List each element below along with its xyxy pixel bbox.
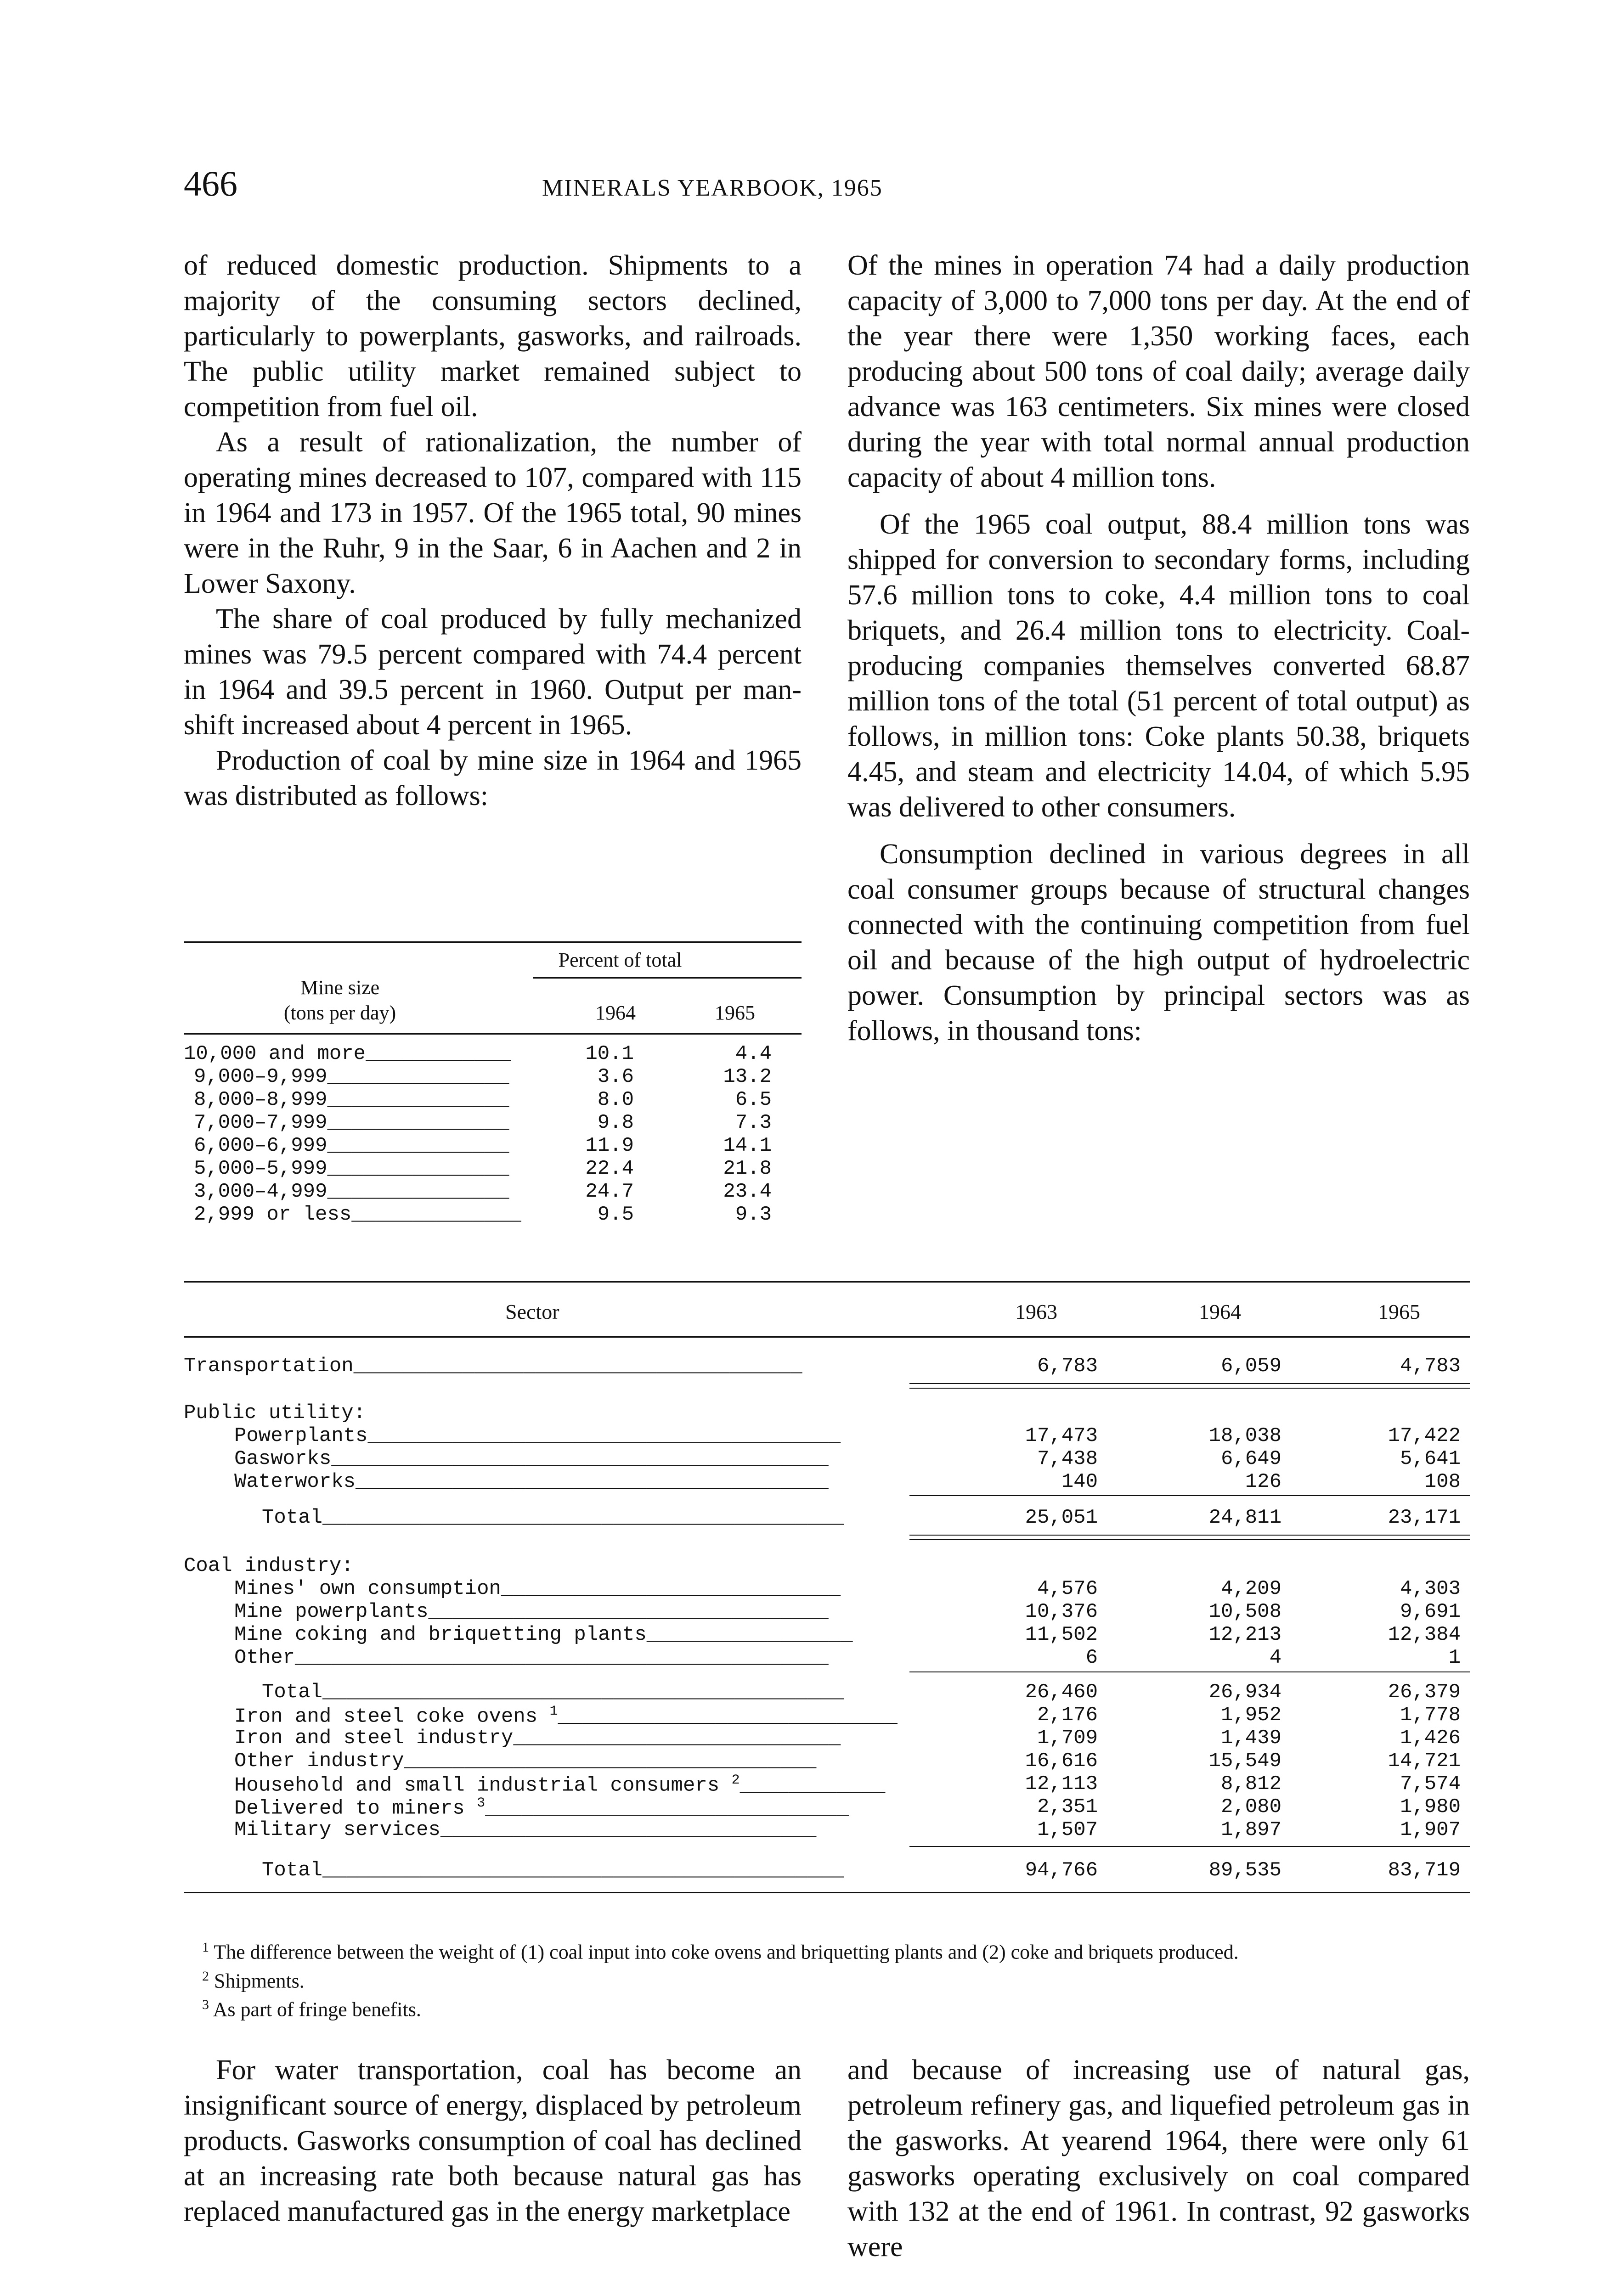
bottom-right-column: [847, 2053, 1470, 2265]
grand-total-row: [184, 1859, 1470, 1882]
cell-1965: 7.3: [735, 1111, 772, 1134]
table-row: [184, 1773, 1470, 1795]
cell-1964: 24,811: [1208, 1506, 1282, 1529]
footnote-text: As part of fringe benefits.: [213, 1998, 421, 2021]
cell-1964: 11.9: [585, 1134, 634, 1157]
cell-1963: 26,460: [1025, 1681, 1098, 1704]
cell-1965: 83,719: [1388, 1859, 1461, 1882]
row-label: 2,999 or less______________: [194, 1203, 521, 1226]
public-utility-heading: Public utility:: [184, 1401, 366, 1424]
right-column: [847, 248, 1470, 1049]
cell-1963: 25,051: [1025, 1506, 1098, 1529]
table-row: [184, 1818, 1470, 1841]
cell-1964: 9.5: [597, 1203, 634, 1226]
cell-1964: 6,649: [1220, 1447, 1282, 1470]
footnote: [184, 1993, 1470, 2022]
row-label: 8,000–8,999_______________: [194, 1088, 509, 1111]
cell-1964: 10,508: [1208, 1600, 1282, 1623]
row-label: Mine coking and briquetting plants_________________: [234, 1623, 853, 1646]
cell-1965: 1,778: [1400, 1704, 1461, 1727]
paragraph: As a result of rationalization, the number of operating mines decreased to 107, compared with 115 in 1964 and 173 in 1957. Of the 1965 total, 90 mines were in the Ruhr, 9 in the Saar, 6 in Aachen and 2 in Lower Saxony.: [184, 427, 802, 599]
row-label: Total___________________________________________: [262, 1506, 844, 1529]
row-text: Household and small industrial consumers: [234, 1774, 720, 1797]
table-row: [184, 1470, 1470, 1493]
cell-1963: 4,576: [1037, 1577, 1098, 1600]
leader: ____________: [740, 1774, 886, 1797]
cell-1965: 17,422: [1388, 1424, 1461, 1447]
row-label: Powerplants_______________________________________: [234, 1424, 841, 1447]
cell-1963: 17,473: [1025, 1424, 1098, 1447]
cell-1964: 6,059: [1220, 1355, 1282, 1378]
cell-1964: 10.1: [585, 1042, 634, 1065]
cell-1964: 24.7: [585, 1180, 634, 1203]
cell-1964: 3.6: [597, 1065, 634, 1088]
table-row: [184, 1134, 802, 1157]
cell-1964: 4,209: [1220, 1577, 1282, 1600]
cell-1965: 1,426: [1400, 1727, 1461, 1750]
cell-1963: 6: [1085, 1646, 1098, 1669]
table-row: [184, 1111, 802, 1134]
paragraph: For water transportation, coal has become an insignificant source of energy, displaced by petroleum products. Gasworks consumption of coal has declined at an increasing rate both because natural gas has replaced manufactured gas in the energy marketplace: [184, 2054, 802, 2227]
row-label: 9,000–9,999_______________: [194, 1065, 509, 1088]
cell-1963: 2,176: [1037, 1704, 1098, 1727]
cell-1965: 5,641: [1400, 1447, 1461, 1470]
row-label: Total___________________________________________: [262, 1681, 844, 1704]
cell-1964: 1,439: [1220, 1727, 1282, 1750]
total-row: [184, 1506, 1470, 1529]
row-label: 3,000–4,999_______________: [194, 1180, 509, 1203]
paragraph: Of the 1965 coal output, 88.4 million tons was shipped for conversion to secondary forms, including 57.6 million tons to coke, 4.4 million tons to coal briquets, and 26.4 million tons to electricity. Coal-producing companies themselves converted 68.87 million tons of the total (51 percent of total output) as follows, in million tons: Coke plants 50.38, briquets 4.45, and steam and electricity 14.04, of which 5.95 was delivered to other consumers.: [847, 509, 1470, 823]
footnote-text: Shipments.: [214, 1970, 305, 1992]
row-label: 10,000 and more____________: [184, 1042, 511, 1065]
stub-header-line2: (tons per day): [283, 1002, 396, 1024]
cell-1964: 1,952: [1220, 1704, 1282, 1727]
leader: ____________________________: [558, 1705, 898, 1728]
table-row: [184, 1355, 1470, 1378]
cell-1965: 1: [1448, 1646, 1461, 1669]
cell-1963: 16,616: [1025, 1750, 1098, 1773]
paragraph: Of the mines in operation 74 had a daily production capacity of 3,000 to 7,000 tons per day. At the end of the year there were 1,350 working faces, each producing about 500 tons of coal daily; average daily advance was 163 centimeters. Six mines were closed during the year with total normal annual production capacity of about 4 million tons.: [847, 250, 1470, 493]
table-row: [184, 1600, 1470, 1623]
stub-header-line1: Mine size: [300, 976, 380, 999]
row-label: Waterworks_______________________________________: [234, 1470, 829, 1493]
cell-1964: 26,934: [1208, 1681, 1282, 1704]
leader: _______________________________: [440, 1818, 817, 1841]
cell-1965: 4,303: [1400, 1577, 1461, 1600]
footnote: [184, 1964, 1470, 1993]
cell-1965: 14,721: [1388, 1750, 1461, 1773]
cell-1965: 23,171: [1388, 1506, 1461, 1529]
row-label: 7,000–7,999_______________: [194, 1111, 509, 1134]
paragraph: The share of coal produced by fully mechanized mines was 79.5 percent compared with 74.4 percent in 1964 and 39.5 percent in 1960. Output per man-shift increased about 4 percent in 1965.: [184, 603, 802, 741]
table-row: [184, 1042, 802, 1065]
row-label: [234, 1818, 816, 1841]
cell-1965: 6.5: [735, 1088, 772, 1111]
year-header-1964: 1964: [595, 1002, 636, 1024]
cell-1965: 21.8: [723, 1157, 772, 1180]
leader: ______________________________: [485, 1797, 849, 1820]
year-header-1964: 1964: [1199, 1300, 1241, 1323]
cell-1965: 23.4: [723, 1180, 772, 1203]
row-label: Transportation_____________________________________: [184, 1355, 802, 1378]
paragraph: of reduced domestic production. Shipments to a majority of the consuming sectors declined, particularly to powerplants, gasworks, and railroads. The public utility market remained subject to competition from fuel oil.: [184, 250, 802, 422]
footnote-mark: 3: [202, 1997, 209, 2013]
cell-1964: 12,213: [1208, 1623, 1282, 1646]
cell-1964: 89,535: [1208, 1859, 1282, 1882]
cell-1965: 26,379: [1388, 1681, 1461, 1704]
cell-1965: 1,907: [1400, 1818, 1461, 1841]
cell-1965: 14.1: [723, 1134, 772, 1157]
row-label: Mine powerplants_________________________________: [234, 1600, 829, 1623]
paragraph: Consumption declined in various degrees in all coal consumer groups because of structural changes connected with the continuing competition from fuel oil and because of the high output of hydroelectric power. Consumption by principal sectors was as follows, in thousand tons:: [847, 838, 1470, 1047]
table-row: [184, 1623, 1470, 1646]
section-heading: [184, 1401, 1470, 1424]
section-heading: [184, 1554, 1470, 1577]
footnote-mark: 2: [202, 1968, 209, 1984]
cell-1964: 126: [1245, 1470, 1282, 1493]
paragraph: Production of coal by mine size in 1964 and 1965 was distributed as follows:: [184, 745, 802, 811]
cell-1965: 4,783: [1400, 1355, 1461, 1378]
cell-1965: 12,384: [1388, 1623, 1461, 1646]
cell-1965: 4.4: [735, 1042, 772, 1065]
footnotes: [184, 1936, 1470, 2022]
cell-1965: 9.3: [735, 1203, 772, 1226]
row-label: Mines' own consumption____________________________: [234, 1577, 841, 1600]
row-label: Gasworks_________________________________________: [234, 1447, 829, 1470]
cell-1965: 13.2: [723, 1065, 772, 1088]
cell-1963: 1,507: [1037, 1818, 1098, 1841]
row-label: 5,000–5,999_______________: [194, 1157, 509, 1180]
cell-1964: 8.0: [597, 1088, 634, 1111]
cell-1964: 15,549: [1208, 1750, 1282, 1773]
row-text: Delivered to miners: [234, 1797, 465, 1820]
row-label: [234, 1727, 841, 1750]
table-row: [184, 1795, 1470, 1818]
cell-1964: 2,080: [1220, 1795, 1282, 1818]
leader: ___________________________: [513, 1727, 841, 1750]
cell-1963: 11,502: [1025, 1623, 1098, 1646]
footnote-text: The difference between the weight of (1) coal input into coke ovens and briquetting plants and (2) coke and briquets produced.: [214, 1941, 1239, 1964]
paragraph: and because of increasing use of natural gas, petroleum refinery gas, and liquefied petroleum gas in the gasworks. At yearend 1964, there were only 61 gasworks operating exclusively on coal compared with 132 at the end of 1961. In contrast, 92 gasworks were: [847, 2054, 1470, 2262]
table-row: [184, 1424, 1470, 1447]
cell-1963: 7,438: [1037, 1447, 1098, 1470]
table-row: [184, 1727, 1470, 1750]
cell-1963: 6,783: [1037, 1355, 1098, 1378]
table-row: [184, 1157, 802, 1180]
table-row: [184, 1750, 1470, 1773]
row-label: [234, 1750, 816, 1773]
cell-1965: 108: [1424, 1470, 1461, 1493]
table-row: [184, 1646, 1470, 1669]
leader: __________________________________: [404, 1750, 817, 1773]
footnote: [184, 1936, 1470, 1964]
cell-1965: 1,980: [1400, 1795, 1461, 1818]
table-row: [184, 1577, 1470, 1600]
running-head: MINERALS YEARBOOK, 1965: [542, 175, 883, 201]
coal-industry-heading: Coal industry:: [184, 1554, 354, 1577]
cell-1964: 22.4: [585, 1157, 634, 1180]
left-column: [184, 248, 802, 814]
cell-1963: 140: [1061, 1470, 1098, 1493]
cell-1965: 9,691: [1400, 1600, 1461, 1623]
row-text: Other industry: [234, 1750, 404, 1773]
row-text: Military services: [234, 1818, 440, 1841]
cell-1963: 10,376: [1025, 1600, 1098, 1623]
footnote-ref: 3: [477, 1795, 486, 1811]
year-header-1963: 1963: [1015, 1300, 1057, 1323]
cell-1964: 18,038: [1208, 1424, 1282, 1447]
total-row: [184, 1681, 1470, 1704]
row-label: [234, 1704, 898, 1728]
bottom-left-column: [184, 2053, 802, 2229]
row-label: [234, 1773, 885, 1797]
footnote-ref: 2: [731, 1773, 740, 1788]
row-label: Other____________________________________________: [234, 1646, 829, 1669]
year-header-1965: 1965: [715, 1002, 755, 1024]
table-row: [184, 1704, 1470, 1727]
cell-1963: 1,709: [1037, 1727, 1098, 1750]
table-row: [184, 1447, 1470, 1470]
row-text: Iron and steel industry: [234, 1727, 514, 1750]
row-label: [234, 1795, 849, 1820]
footnote-ref: 1: [549, 1704, 558, 1719]
cell-1964: 9.8: [597, 1111, 634, 1134]
table-row: [184, 1088, 802, 1111]
cell-1964: 4: [1269, 1646, 1282, 1669]
table-row: [184, 1180, 802, 1203]
row-label: Total___________________________________________: [262, 1859, 844, 1882]
row-text: Iron and steel coke ovens: [234, 1705, 538, 1728]
cell-1963: 12,113: [1025, 1773, 1098, 1795]
sector-header: Sector: [505, 1300, 559, 1323]
cell-1963: 2,351: [1037, 1795, 1098, 1818]
page-number: 466: [184, 163, 237, 203]
cell-1964: 1,897: [1220, 1818, 1282, 1841]
table-row: [184, 1203, 802, 1226]
row-label: 6,000–6,999_______________: [194, 1134, 509, 1157]
cell-1964: 8,812: [1220, 1773, 1282, 1795]
cell-1963: 94,766: [1025, 1859, 1098, 1882]
table-row: [184, 1065, 802, 1088]
year-header-1965: 1965: [1378, 1300, 1420, 1323]
footnote-mark: 1: [202, 1940, 209, 1955]
cell-1965: 7,574: [1400, 1773, 1461, 1795]
percent-header: Percent of total: [558, 949, 682, 971]
